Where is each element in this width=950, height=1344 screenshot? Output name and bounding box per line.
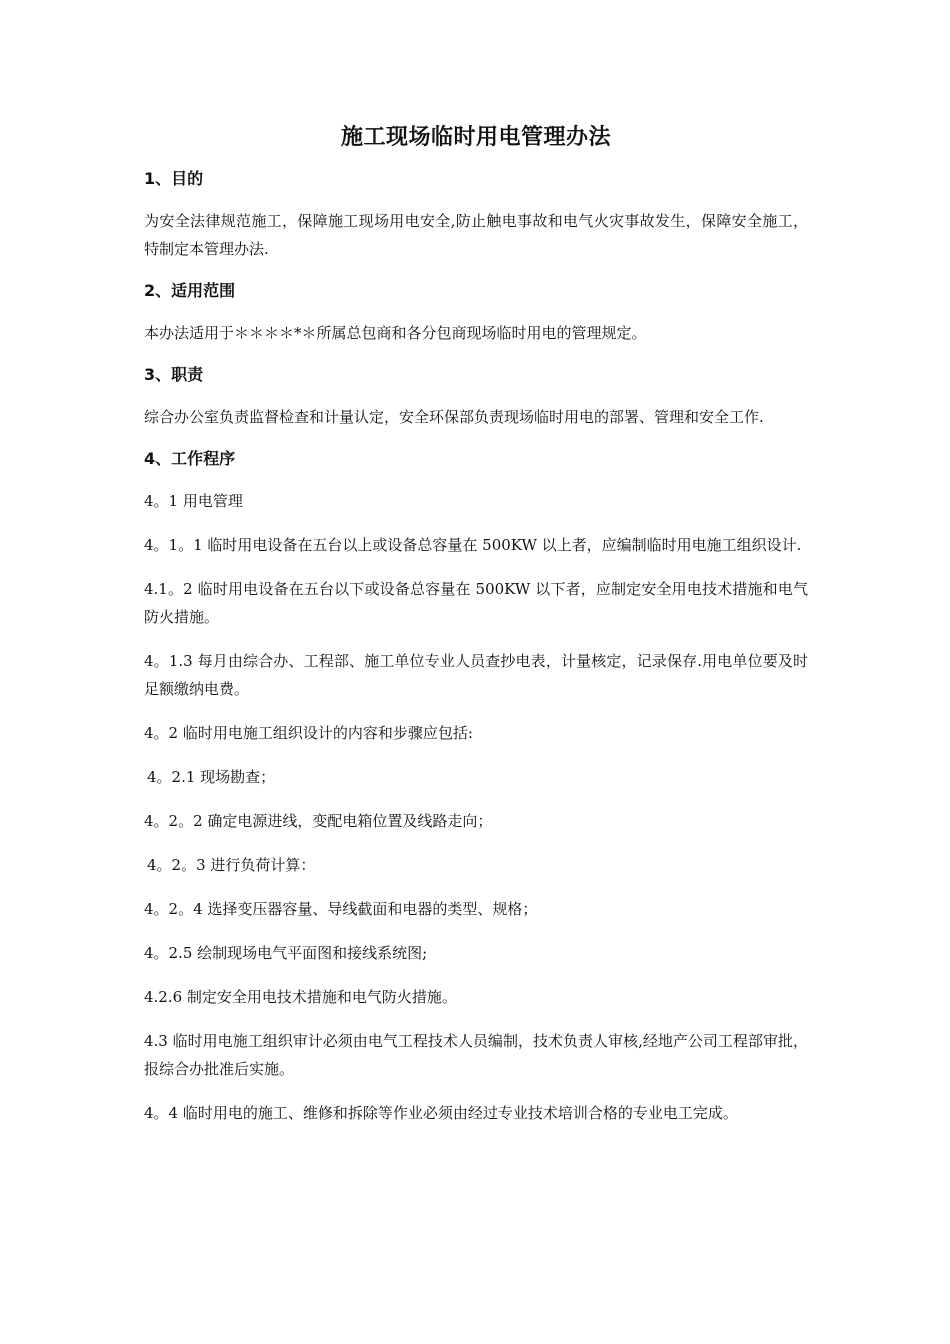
paragraph: 4.1。2 临时用电设备在五台以下或设备总容量在 500KW 以下者，应制定安全用电技术措施和电气防火措施。	[144, 580, 808, 626]
paragraph: 4.3 临时用电施工组织审计必须由电气工程技术人员编制，技术负责人审核,经地产公司工程部审批，报综合办批准后实施。	[144, 1032, 808, 1078]
paragraph: 4。4 临时用电的施工、维修和拆除等作业必须由经过专业技术培训合格的专业电工完成。	[144, 1104, 738, 1122]
paragraph: 4。1 用电管理	[144, 492, 243, 510]
section-heading-procedure: 4、工作程序	[144, 449, 236, 468]
paragraph: 4。2.5 绘制现场电气平面图和接线系统图;	[144, 944, 428, 962]
paragraph: 4。2 临时用电施工组织设计的内容和步骤应包括:	[144, 724, 473, 742]
paragraph: 为安全法律规范施工，保障施工现场用电安全,防止触电事故和电气火灾事故发生，保障安全施工，特制定本管理办法.	[144, 212, 808, 258]
section-heading-responsibilities: 3、职责	[144, 365, 204, 384]
paragraph: 本办法适用于＊＊＊＊*＊所属总包商和各分包商现场临时用电的管理规定。	[144, 324, 647, 342]
paragraph: 4。1。1 临时用电设备在五台以上或设备总容量在 500KW 以上者，应编制临时用电施工组织设计.	[144, 536, 802, 554]
paragraph: 4。1.3 每月由综合办、工程部、施工单位专业人员查抄电表，计量核定，记录保存.用电单位要及时足额缴纳电费。	[144, 652, 808, 698]
paragraph: 4。2。4 选择变压器容量、导线截面和电器的类型、规格；	[144, 900, 538, 918]
paragraph: 4.2.6 制定安全用电技术措施和电气防火措施。	[144, 988, 457, 1006]
paragraph: 4。2.1 现场勘查；	[147, 768, 276, 786]
paragraph: 4。2。2 确定电源进线，变配电箱位置及线路走向；	[144, 812, 493, 830]
paragraph: 综合办公室负责监督检查和计量认定，安全环保部负责现场临时用电的部署、管理和安全工作.	[144, 408, 764, 426]
section-heading-scope: 2、适用范围	[144, 281, 236, 300]
section-heading-purpose: 1、目的	[144, 169, 204, 188]
document-body	[144, 120, 808, 1143]
document-title: 施工现场临时用电管理办法	[340, 124, 611, 150]
paragraph: 4。2。3 进行负荷计算：	[147, 856, 316, 874]
